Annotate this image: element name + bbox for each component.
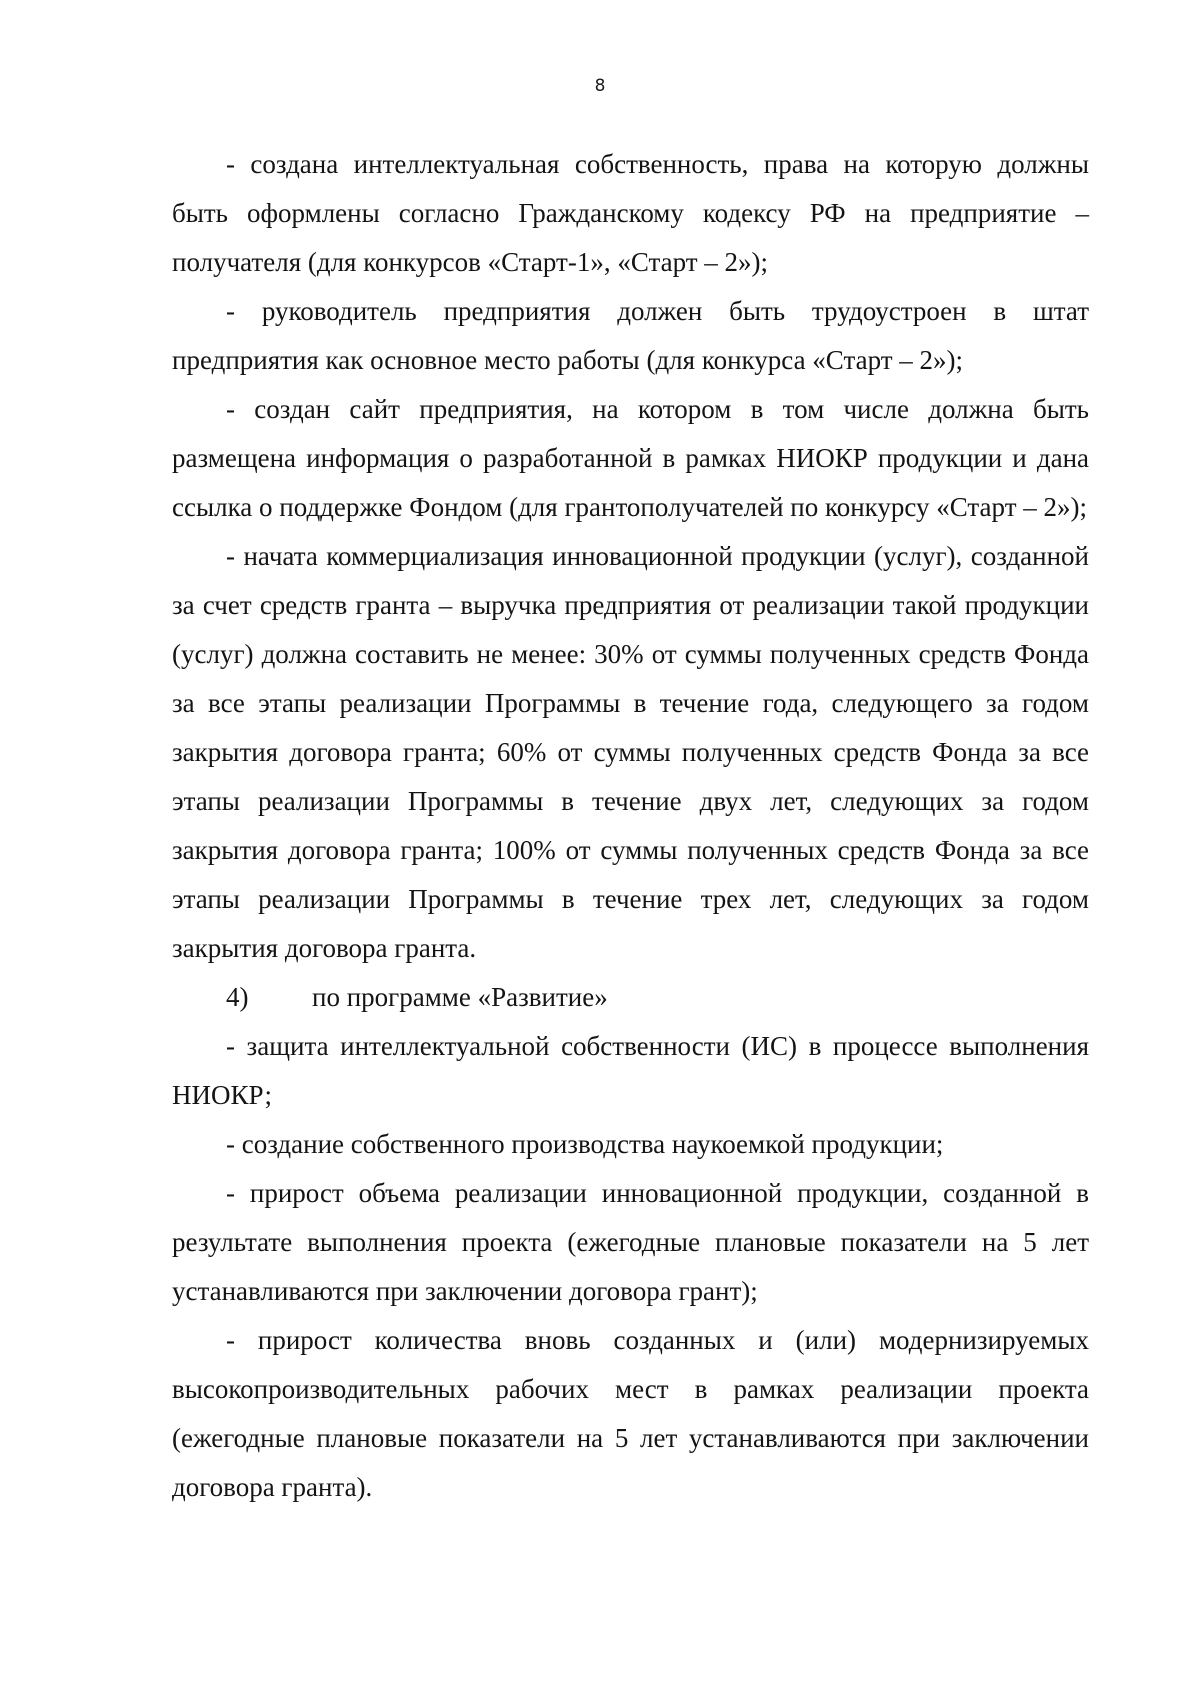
- list-item-title: по программе «Развитие»: [312, 982, 608, 1012]
- paragraph-enterprise-website: - создан сайт предприятия, на котором в том числе должна быть размещена информация о разработанной в рамках НИОКР продукции и дана ссылка о поддержке Фондом (для грантополучателей по конкурсу «Старт – 2»);: [172, 394, 1089, 522]
- paragraph-intellectual-property: - создана интеллектуальная собственность, права на которую должны быть оформлены согласно Гражданскому кодексу РФ на предприятие – получателя (для конкурсов «Старт-1», «Старт – 2»);: [172, 149, 1089, 277]
- page-number: 8: [594, 76, 606, 96]
- document-body: [172, 140, 1089, 1512]
- paragraph-ip-protection: - защита интеллектуальной собственности (ИС) в процессе выполнения НИОКР;: [172, 1031, 1089, 1110]
- paragraph-commercialization: - начата коммерциализация инновационной продукции (услуг), созданной за счет средств гранта – выручка предприятия от реализации такой продукции (услуг) должна составить не менее: 30% от суммы полученных средств Фонда за все этапы реализации Программы в течение года, следующего за годом закрытия договора гранта; 60% от суммы полученных средств Фонда за все этапы реализации Программы в течение двух лет, следующих за годом закрытия договора гранта; 100% от суммы полученных средств Фонда за все этапы реализации Программы в течение трех лет, следующих за годом закрытия договора гранта.: [172, 541, 1089, 963]
- paragraph-jobs-growth: - прирост количества вновь созданных и (или) модернизируемых высокопроизводительных рабочих мест в рамках реализации проекта (ежегодные плановые показатели на 5 лет устанавливаются при заключении договора гранта).: [172, 1325, 1089, 1502]
- paragraph-sales-growth: - прирост объема реализации инновационной продукции, созданной в результате выполнения проекта (ежегодные плановые показатели на 5 лет устанавливаются при заключении договора грант);: [172, 1178, 1089, 1306]
- list-item-heading-4: [172, 973, 1089, 1022]
- paragraph-own-production: - создание собственного производства наукоемкой продукции;: [226, 1129, 944, 1159]
- paragraph-enterprise-head: - руководитель предприятия должен быть трудоустроен в штат предприятия как основное место работы (для конкурса «Старт – 2»);: [172, 296, 1089, 375]
- list-item-number: 4): [226, 982, 249, 1012]
